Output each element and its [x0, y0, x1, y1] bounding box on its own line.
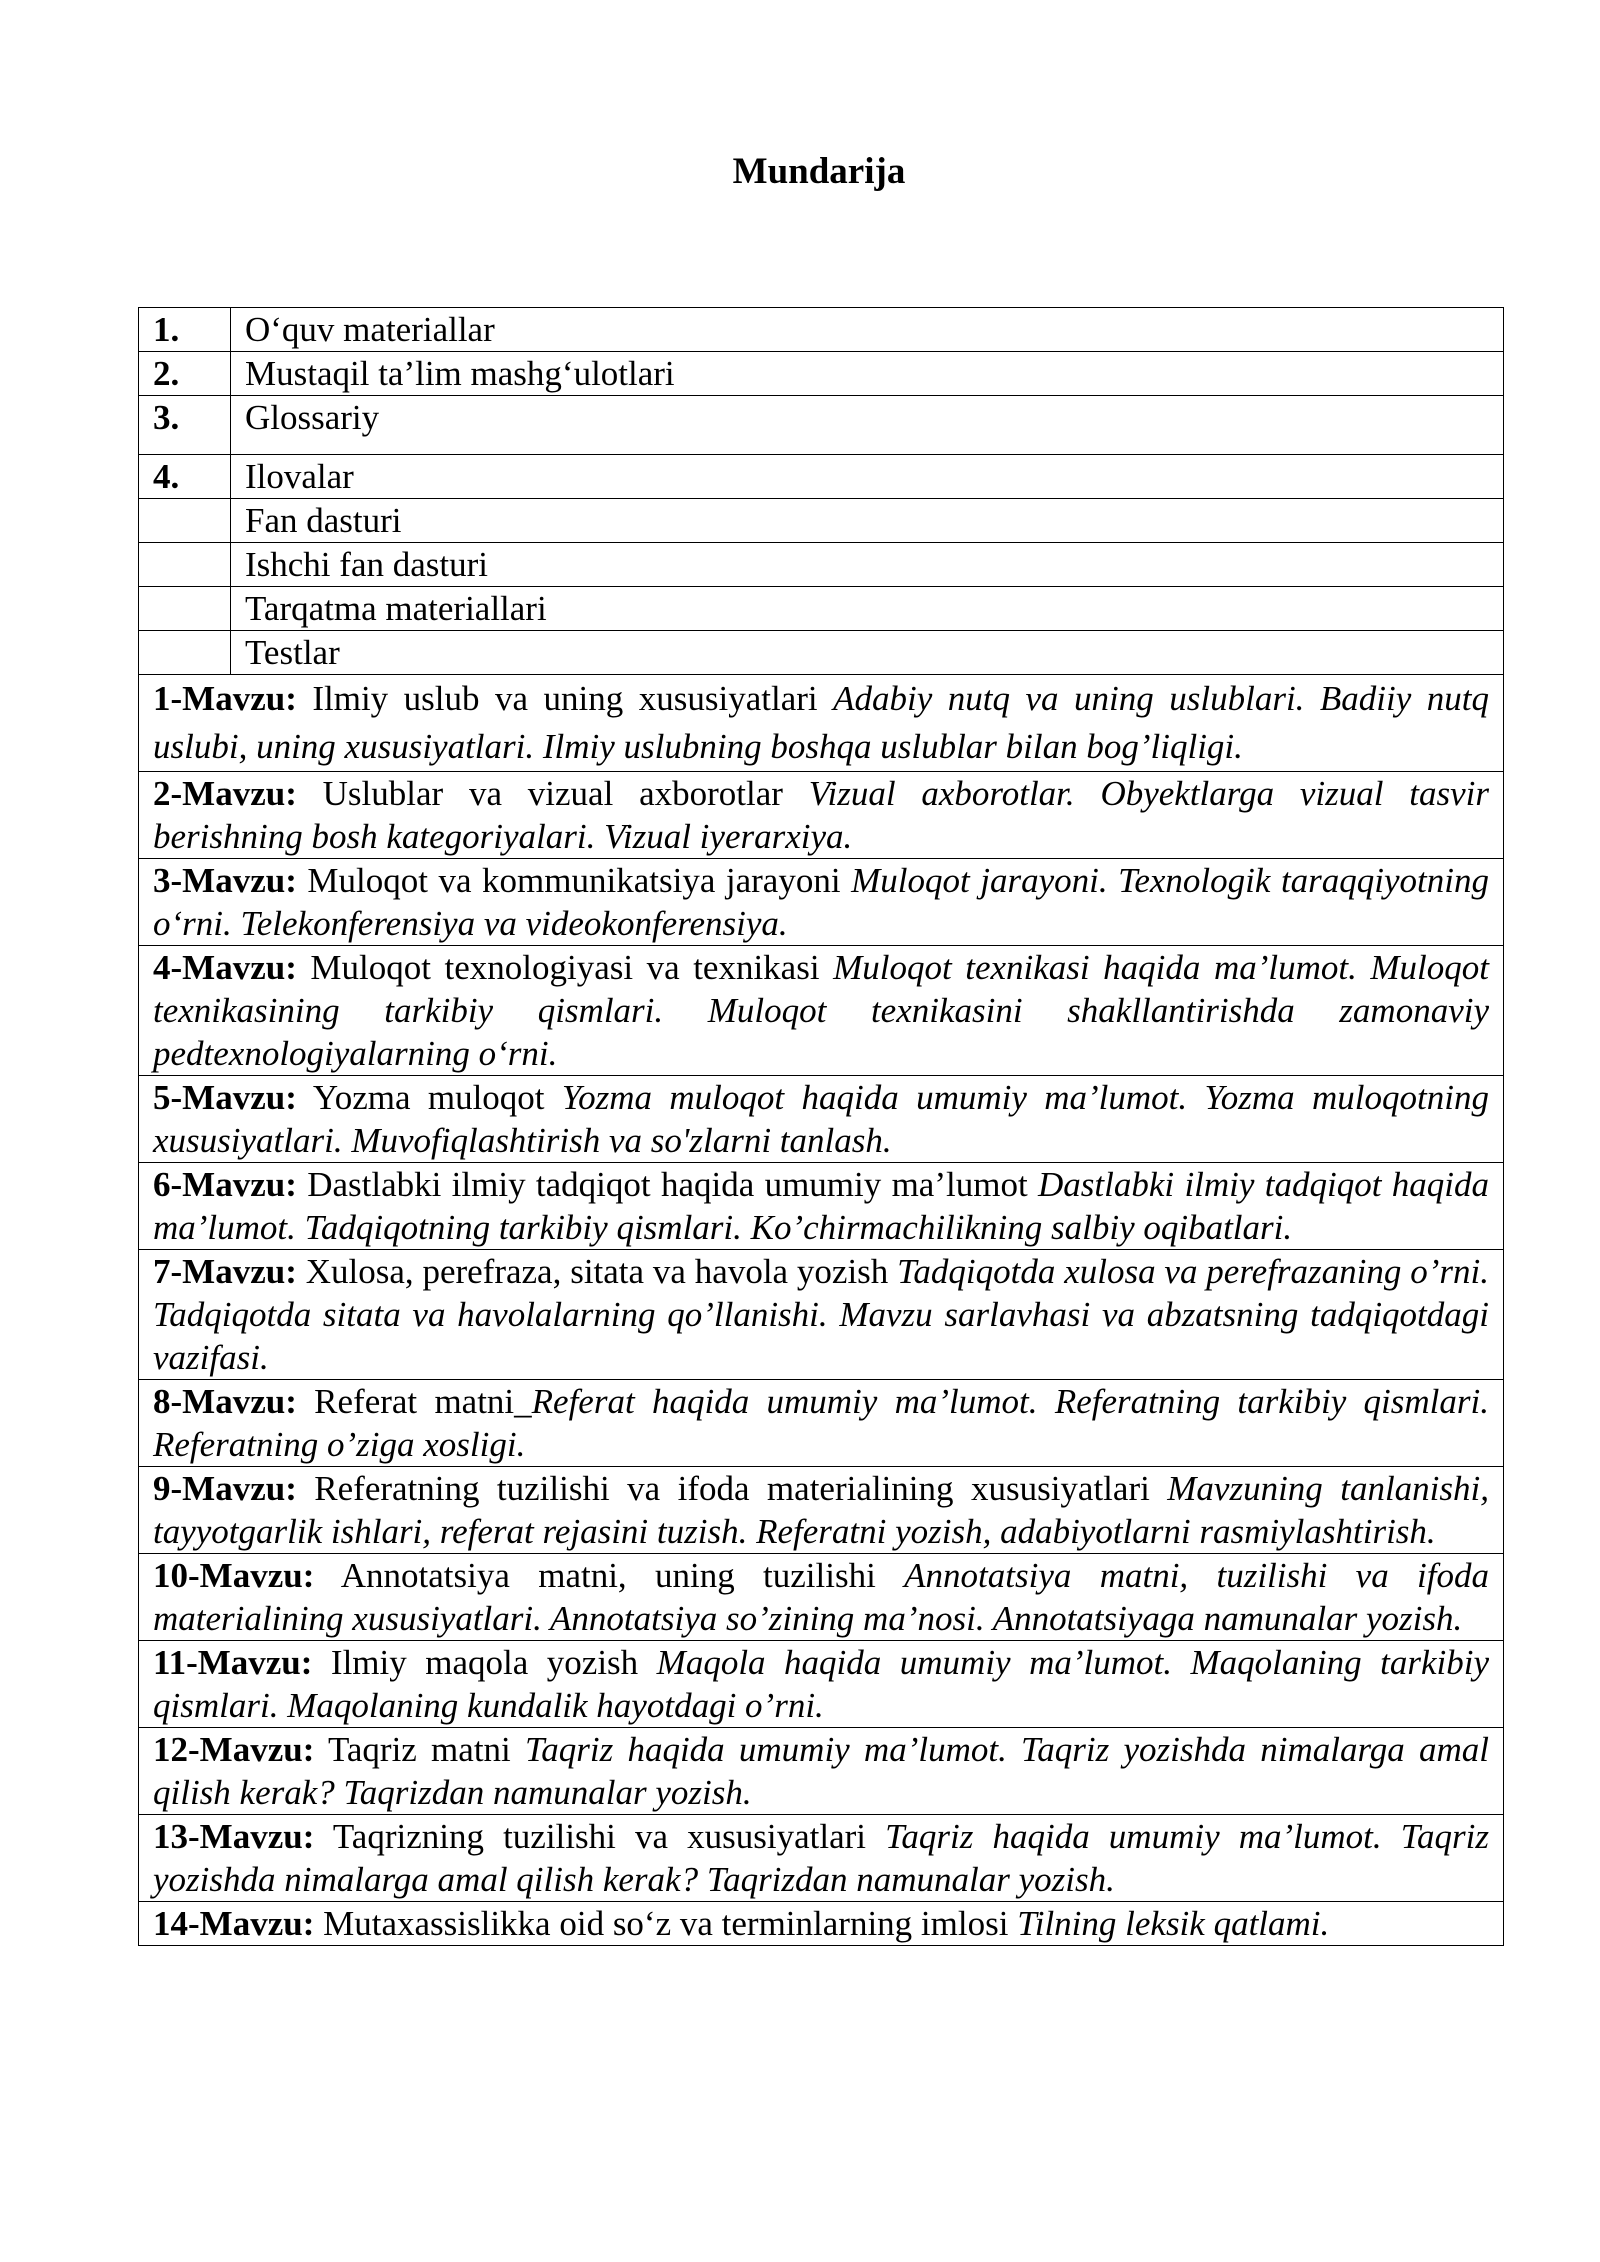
topic-label: 5-Mavzu:	[153, 1078, 297, 1117]
topic-title: Ilmiy uslub va uning xususiyatlari	[296, 679, 834, 718]
topic-label: 1-Mavzu:	[153, 679, 297, 718]
topic-label: 6-Mavzu:	[153, 1165, 297, 1204]
topic-row	[139, 1815, 1504, 1902]
topic-cell	[139, 1250, 1504, 1380]
topic-title: Annotatsiya matni, uning tuzilishi	[314, 1556, 905, 1595]
empty-cell	[139, 499, 231, 543]
topic-cell	[139, 1641, 1504, 1728]
topic-title: Referatning tuzilishi va ifoda materialining xususiyatlari	[296, 1469, 1168, 1508]
table-row	[139, 631, 1504, 675]
topic-cell	[139, 1554, 1504, 1641]
subitem-label: Tarqatma materiallari	[231, 587, 1504, 631]
topic-title: Ilmiy maqola yozish	[312, 1643, 657, 1682]
topic-label: 13-Mavzu:	[153, 1817, 315, 1856]
topic-label: 3-Mavzu:	[153, 861, 297, 900]
item-number: 1.	[139, 308, 231, 352]
topic-title: Referat matni_	[296, 1382, 532, 1421]
topic-cell	[139, 1163, 1504, 1250]
topic-label: 9-Mavzu:	[153, 1469, 297, 1508]
table-row	[139, 396, 1504, 455]
topic-description: Mavzuning tanlanishi, tayyotgarlik ishlari, referat rejasini tuzish. Referatni yozish, adabiyotlarni rasmiylashtirish.	[153, 1469, 1489, 1551]
topic-label: 2-Mavzu:	[153, 774, 297, 813]
topic-row	[139, 859, 1504, 946]
topic-cell	[139, 859, 1504, 946]
topic-description: Yozma muloqot haqida umumiy ma’lumot. Yozma muloqotning xususiyatlari. Muvofiqlashtirish va so'zlarni tanlash.	[153, 1078, 1489, 1160]
item-label: Glossariy	[231, 396, 1504, 455]
topic-title: Dastlabki ilmiy tadqiqot haqida umumiy ma’lumot	[296, 1165, 1039, 1204]
topic-title: Uslublar va vizual axborotlar	[296, 774, 809, 813]
topic-description: Adabiy nutq va uning uslublari. Badiiy nutq uslubi, uning xususiyatlari. Ilmiy uslubning boshqa uslublar bilan bog’liqligi.	[153, 679, 1489, 766]
topic-description: Annotatsiya matni, tuzilishi va ifoda materialining xususiyatlari. Annotatsiya so’zining ma’nosi. Annotatsiyaga namunalar yozish.	[153, 1556, 1489, 1638]
topic-title: Muloqot texnologiyasi va texnikasi	[296, 948, 834, 987]
topic-title: Mutaxassislikka oid so‘z va terminlarning imlosi	[314, 1904, 1018, 1943]
subitem-label: Testlar	[231, 631, 1504, 675]
topic-description: Vizual axborotlar. Obyektlarga vizual tasvir berishning bosh kategoriyalari. Vizual iyerarxiya.	[153, 774, 1489, 856]
item-number: 2.	[139, 352, 231, 396]
topic-cell	[139, 1467, 1504, 1554]
topic-label: 10-Mavzu:	[153, 1556, 315, 1595]
topic-cell	[139, 1815, 1504, 1902]
contents-table	[138, 307, 1504, 1946]
topic-label: 14-Mavzu:	[153, 1904, 315, 1943]
topic-title: Yozma muloqot	[296, 1078, 562, 1117]
item-number: 3.	[139, 396, 231, 455]
topic-title: Taqrizning tuzilishi va xususiyatlari	[314, 1817, 886, 1856]
topic-description: Maqola haqida umumiy ma’lumot. Maqolaning tarkibiy qismlari. Maqolaning kundalik hayotdagi o’rni.	[153, 1643, 1489, 1725]
topic-description: Tilning leksik qatlami.	[1017, 1904, 1330, 1943]
item-label: Mustaqil ta’lim mashg‘ulotlari	[231, 352, 1504, 396]
topic-title: Muloqot va kommunikatsiya jarayoni	[296, 861, 852, 900]
topic-row	[139, 1902, 1504, 1946]
topic-label: 8-Mavzu:	[153, 1382, 297, 1421]
item-label: Ilovalar	[231, 455, 1504, 499]
topic-label: 4-Mavzu:	[153, 948, 297, 987]
item-label: O‘quv materiallar	[231, 308, 1504, 352]
table-row	[139, 543, 1504, 587]
item-number: 4.	[139, 455, 231, 499]
topic-description: Taqriz haqida umumiy ma’lumot. Taqriz yozishda nimalarga amal qilish kerak? Taqrizdan namunalar yozish.	[153, 1817, 1489, 1899]
topic-title: Xulosa, perefraza, sitata va havola yozish	[296, 1252, 898, 1291]
subitem-label: Ishchi fan dasturi	[231, 543, 1504, 587]
topic-row	[139, 772, 1504, 859]
topic-label: 7-Mavzu:	[153, 1252, 297, 1291]
topic-cell	[139, 1380, 1504, 1467]
empty-cell	[139, 587, 231, 631]
subitem-label: Fan dasturi	[231, 499, 1504, 543]
empty-cell	[139, 543, 231, 587]
topic-description: Tadqiqotda xulosa va perefrazaning o’rni. Tadqiqotda sitata va havolalarning qo’llanishi. Mavzu sarlavhasi va abzatsning tadqiqotdagi vazifasi.	[153, 1252, 1489, 1377]
table-row	[139, 499, 1504, 543]
topic-row	[139, 1076, 1504, 1163]
topic-row	[139, 946, 1504, 1076]
topic-row	[139, 1380, 1504, 1467]
table-row	[139, 587, 1504, 631]
table-row	[139, 455, 1504, 499]
topic-cell	[139, 1728, 1504, 1815]
topic-description: Taqriz haqida umumiy ma’lumot. Taqriz yozishda nimalarga amal qilish kerak? Taqrizdan namunalar yozish.	[153, 1730, 1489, 1812]
topic-cell	[139, 1902, 1504, 1946]
topic-row	[139, 675, 1504, 772]
topic-cell	[139, 1076, 1504, 1163]
topic-label: 11-Mavzu:	[153, 1643, 313, 1682]
topic-description: Muloqot texnikasi haqida ma’lumot. Muloqot texnikasining tarkibiy qismlari. Muloqot texnikasini shakllantirishda zamonaviy pedtexnologiyalarning o‘rni.	[153, 948, 1489, 1073]
topic-description: Dastlabki ilmiy tadqiqot haqida ma’lumot. Tadqiqotning tarkibiy qismlari. Ko’chirmachilikning salbiy oqibatlari.	[153, 1165, 1490, 1247]
table-row	[139, 308, 1504, 352]
topic-row	[139, 1554, 1504, 1641]
topic-row	[139, 1641, 1504, 1728]
topic-title: Taqriz matni	[314, 1730, 525, 1769]
topic-description: Muloqot jarayoni. Texnologik taraqqiyotning o‘rni. Telekonferensiya va videokonferensiya.	[153, 861, 1489, 943]
empty-cell	[139, 631, 231, 675]
topic-row	[139, 1728, 1504, 1815]
topic-row	[139, 1163, 1504, 1250]
topic-cell	[139, 946, 1504, 1076]
topic-row	[139, 1250, 1504, 1380]
topic-description: Referat haqida umumiy ma’lumot. Referatning tarkibiy qismlari. Referatning o’ziga xosligi.	[153, 1382, 1489, 1464]
topic-cell	[139, 675, 1504, 772]
page-title: Mundarija	[732, 151, 906, 192]
topic-label: 12-Mavzu:	[153, 1730, 315, 1769]
table-row	[139, 352, 1504, 396]
topic-row	[139, 1467, 1504, 1554]
topic-cell	[139, 772, 1504, 859]
